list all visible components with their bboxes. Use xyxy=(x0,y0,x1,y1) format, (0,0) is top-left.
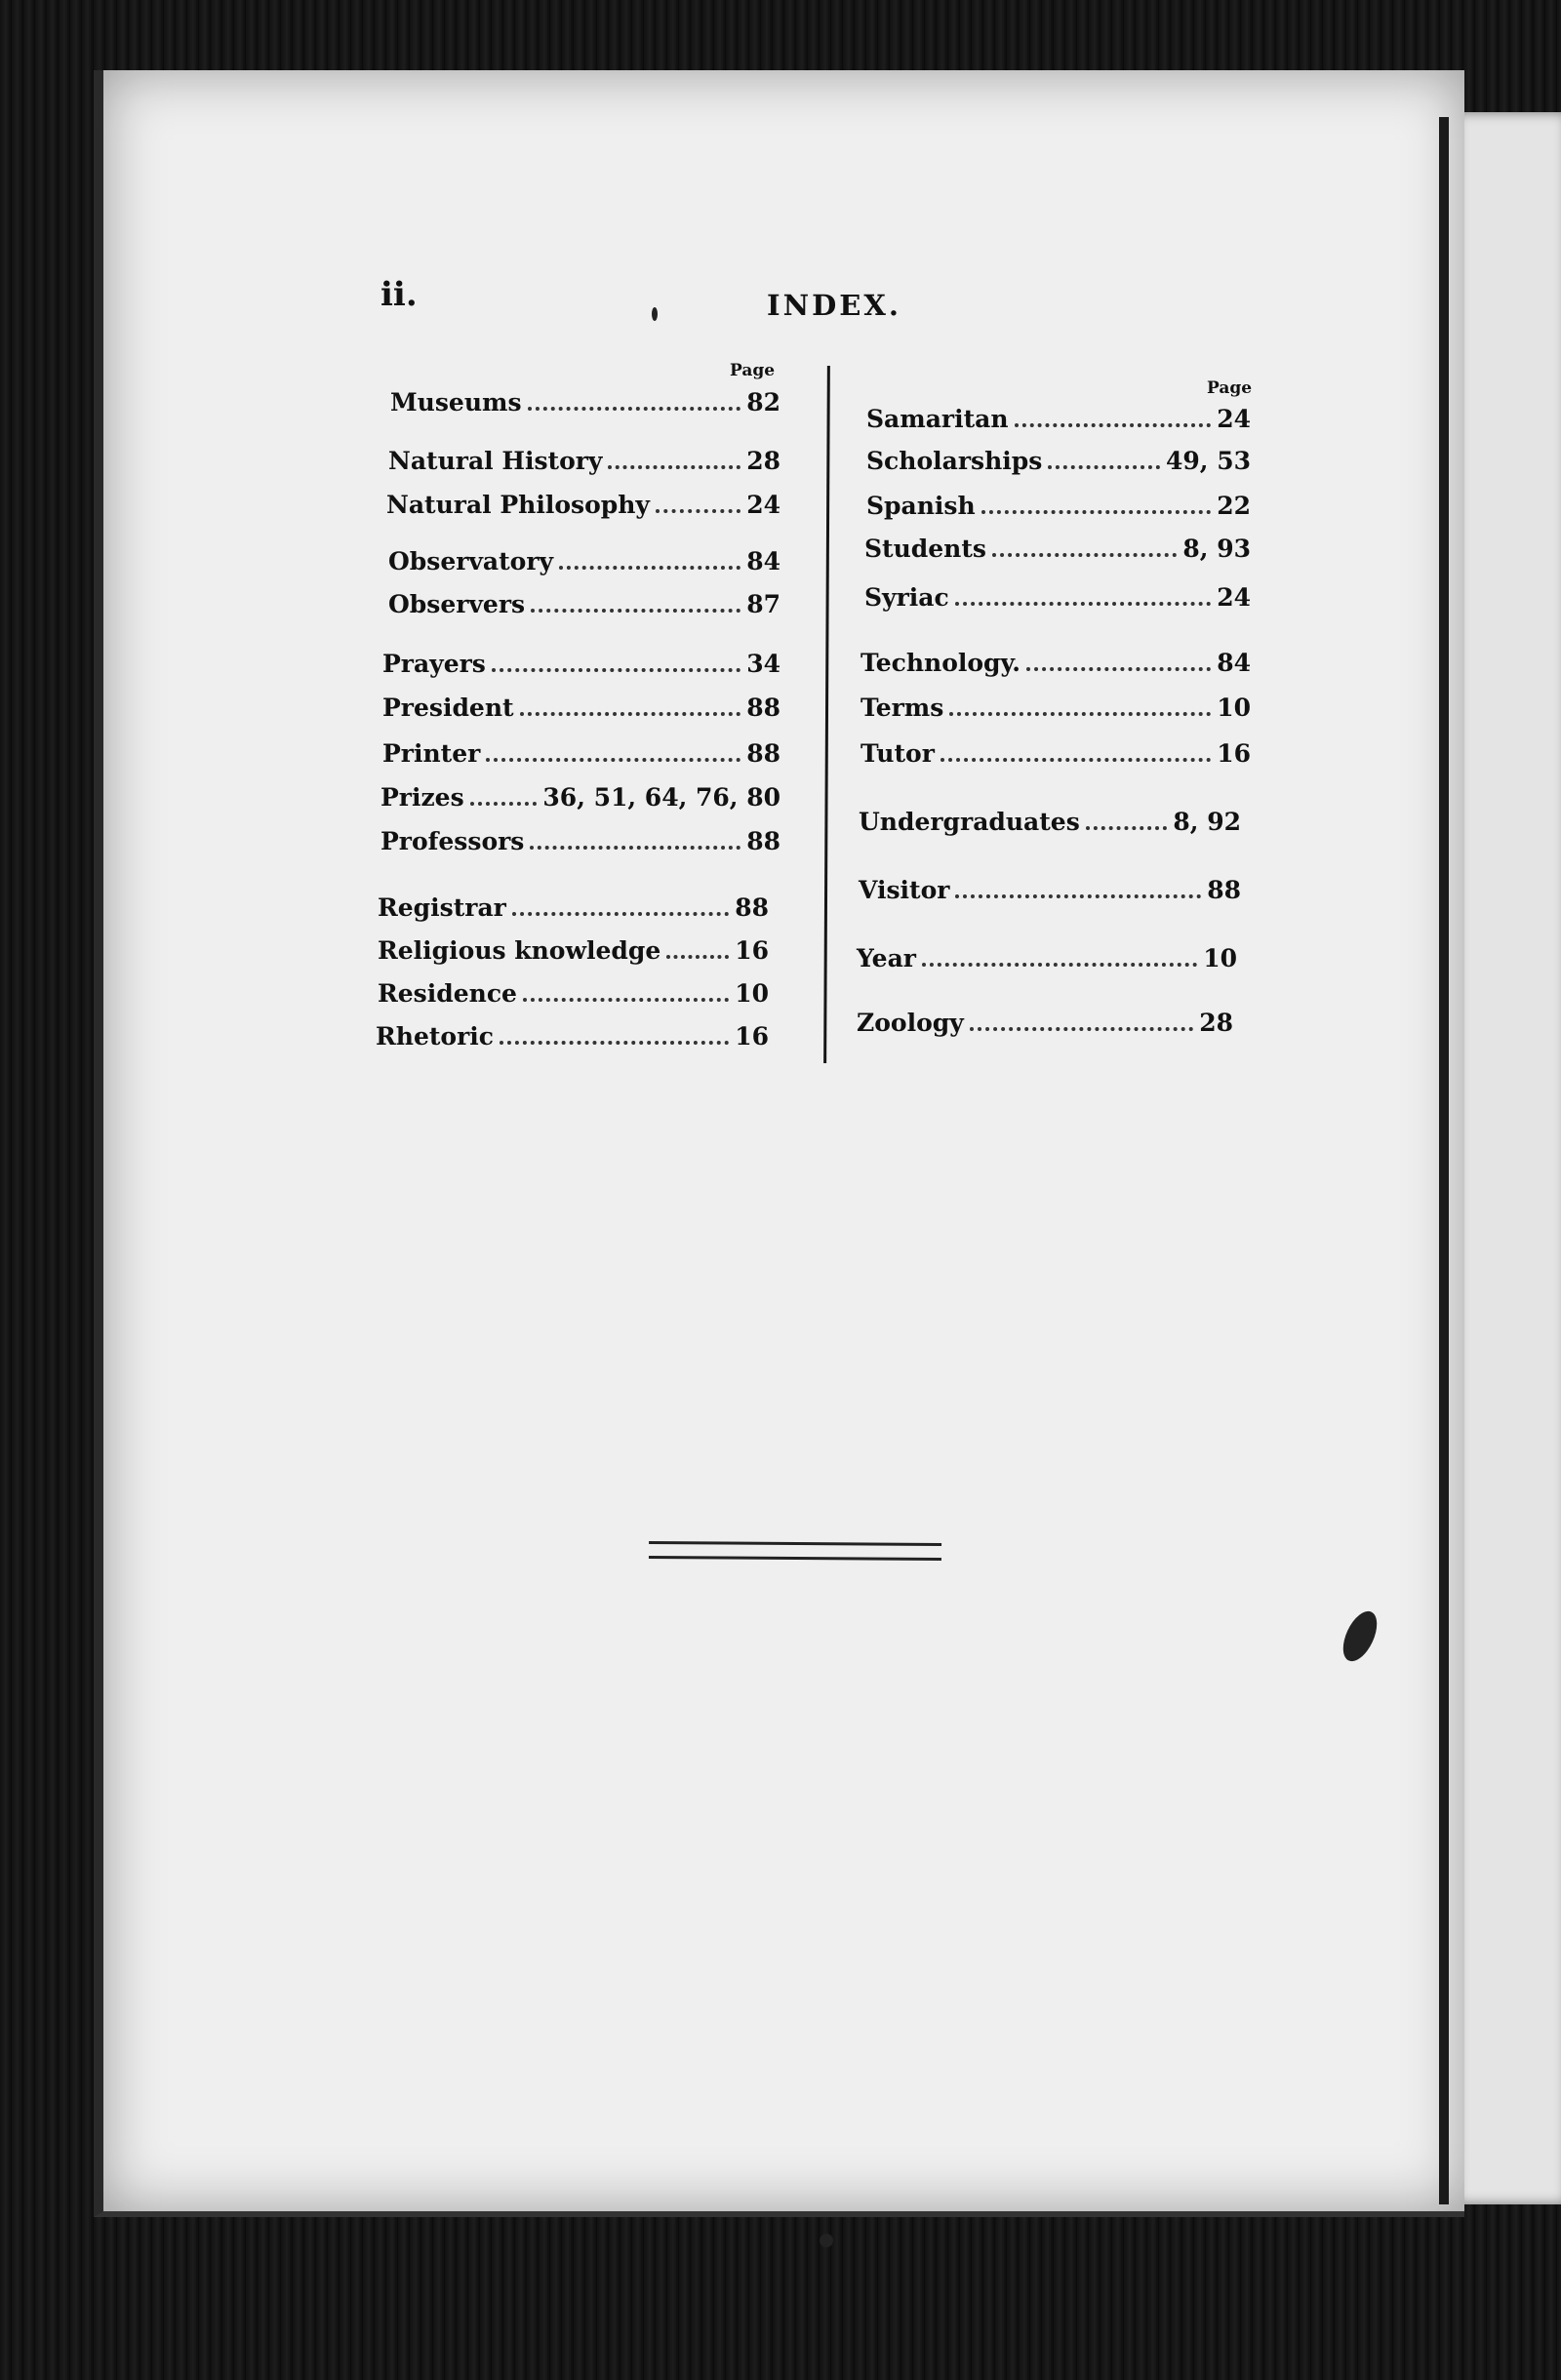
index-term: Students xyxy=(864,535,986,563)
index-term: President xyxy=(382,694,514,722)
index-term: Registrar xyxy=(378,893,506,922)
index-page-ref: 16 xyxy=(1217,739,1251,768)
index-term: Syriac xyxy=(864,583,949,612)
index-term: Residence xyxy=(378,979,517,1008)
index-term: Religious knowledge xyxy=(378,936,661,965)
dot-leader xyxy=(523,995,729,1002)
left-index-entry xyxy=(378,895,769,920)
ink-speck xyxy=(652,307,658,321)
index-page-ref: 16 xyxy=(735,1022,769,1051)
index-page-ref: 28 xyxy=(1199,1009,1233,1037)
index-term: Zoology xyxy=(857,1009,964,1037)
right-index-entry xyxy=(861,651,1251,675)
dot-leader xyxy=(1015,420,1212,427)
index-page-ref: 10 xyxy=(1203,944,1237,972)
left-index-entry xyxy=(382,741,780,766)
index-page-ref: 36, 51, 64, 76, 80 xyxy=(542,783,780,812)
left-index-entry xyxy=(388,592,780,616)
right-index-entry xyxy=(857,1011,1233,1035)
index-page-ref: 24 xyxy=(1217,583,1251,612)
running-head: INDEX. xyxy=(767,289,901,322)
right-index-entry xyxy=(857,946,1237,971)
left-index-entry xyxy=(380,829,780,853)
index-page-ref: 88 xyxy=(746,827,780,855)
dot-leader xyxy=(559,563,740,570)
dot-leader xyxy=(949,709,1211,716)
index-page-ref: 24 xyxy=(1217,405,1251,433)
dot-leader xyxy=(656,506,740,513)
dot-leader xyxy=(1026,664,1211,671)
left-index-entry xyxy=(382,652,780,676)
index-page-ref: 88 xyxy=(746,739,780,768)
index-page-ref: 82 xyxy=(746,388,780,416)
index-page-ref: 88 xyxy=(746,694,780,722)
index-term: Museums xyxy=(390,388,522,416)
page-number: ii. xyxy=(380,275,418,314)
index-page-ref: 28 xyxy=(746,447,780,475)
right-index-entry xyxy=(859,878,1241,902)
right-index-entry xyxy=(861,695,1251,720)
right-index-entry xyxy=(866,407,1251,431)
index-page-ref: 88 xyxy=(735,893,769,922)
index-page-ref: 16 xyxy=(735,936,769,965)
index-term: Scholarships xyxy=(866,447,1043,475)
right-page-heading: Page xyxy=(1207,378,1253,398)
dot-leader xyxy=(520,709,741,716)
right-index-entry xyxy=(864,536,1251,561)
index-term: Rhetoric xyxy=(376,1022,494,1051)
index-page-ref: 8, 93 xyxy=(1182,535,1251,563)
index-term: Undergraduates xyxy=(859,808,1080,836)
index-term: Prayers xyxy=(382,650,486,678)
page-gutter xyxy=(1439,117,1449,2204)
dot-leader xyxy=(955,892,1201,898)
index-page-ref: 10 xyxy=(1217,694,1251,722)
left-index-entry xyxy=(378,938,769,963)
index-term: Samaritan xyxy=(866,405,1009,433)
closing-rule xyxy=(649,1541,941,1561)
left-index-entry xyxy=(378,981,769,1006)
index-page-ref: 49, 53 xyxy=(1166,447,1251,475)
left-page-heading: Page xyxy=(730,361,776,380)
dot-leader xyxy=(512,909,729,916)
index-term: Natural History xyxy=(388,447,603,475)
index-term: Printer xyxy=(382,739,481,768)
index-term: Tutor xyxy=(861,739,935,768)
dot-leader xyxy=(531,606,740,613)
index-page-ref: 84 xyxy=(1217,649,1251,677)
dot-leader xyxy=(492,665,740,672)
dot-leader xyxy=(666,952,729,959)
index-page-ref: 22 xyxy=(1217,492,1251,520)
left-index-entry xyxy=(376,1024,769,1049)
left-index-entry xyxy=(382,695,780,720)
facing-page-edge xyxy=(1451,112,1561,2204)
index-term: Visitor xyxy=(859,876,950,904)
index-page-ref: 88 xyxy=(1207,876,1241,904)
dot-leader xyxy=(530,843,740,850)
index-term: Natural Philosophy xyxy=(386,491,650,519)
dot-leader xyxy=(1048,462,1160,469)
index-page-ref: 24 xyxy=(746,491,780,519)
dot-leader xyxy=(992,550,1177,557)
index-page-ref: 87 xyxy=(746,590,780,618)
left-index-entry xyxy=(388,449,780,473)
dot-leader xyxy=(500,1038,729,1045)
index-page-ref: 34 xyxy=(746,650,780,678)
dot-leader xyxy=(486,755,740,762)
ink-speck xyxy=(820,2234,833,2247)
index-term: Observatory xyxy=(388,547,554,575)
dot-leader xyxy=(470,799,538,806)
left-index-entry xyxy=(390,390,780,415)
index-term: Spanish xyxy=(866,492,976,520)
left-index-entry xyxy=(380,785,780,810)
dot-leader xyxy=(970,1024,1193,1031)
right-index-entry xyxy=(859,810,1241,834)
dot-leader xyxy=(608,462,740,469)
index-term: Observers xyxy=(388,590,526,618)
index-page-ref: 10 xyxy=(735,979,769,1008)
index-page-ref: 84 xyxy=(746,547,780,575)
index-term: Professors xyxy=(380,827,525,855)
index-term: Technology. xyxy=(861,649,1021,677)
index-page-ref: 8, 92 xyxy=(1173,808,1241,836)
dot-leader xyxy=(922,960,1197,967)
dot-leader xyxy=(941,755,1211,762)
dot-leader xyxy=(955,599,1212,606)
index-term: Terms xyxy=(861,694,944,722)
right-index-entry xyxy=(861,741,1251,766)
left-index-entry xyxy=(388,549,780,574)
index-term: Prizes xyxy=(380,783,464,812)
right-index-entry xyxy=(866,494,1251,518)
left-index-entry xyxy=(386,493,780,517)
dot-leader xyxy=(981,507,1212,514)
right-index-entry xyxy=(866,449,1251,473)
dot-leader xyxy=(528,404,741,411)
right-index-entry xyxy=(864,585,1251,610)
dot-leader xyxy=(1086,823,1168,830)
index-term: Year xyxy=(857,944,916,972)
